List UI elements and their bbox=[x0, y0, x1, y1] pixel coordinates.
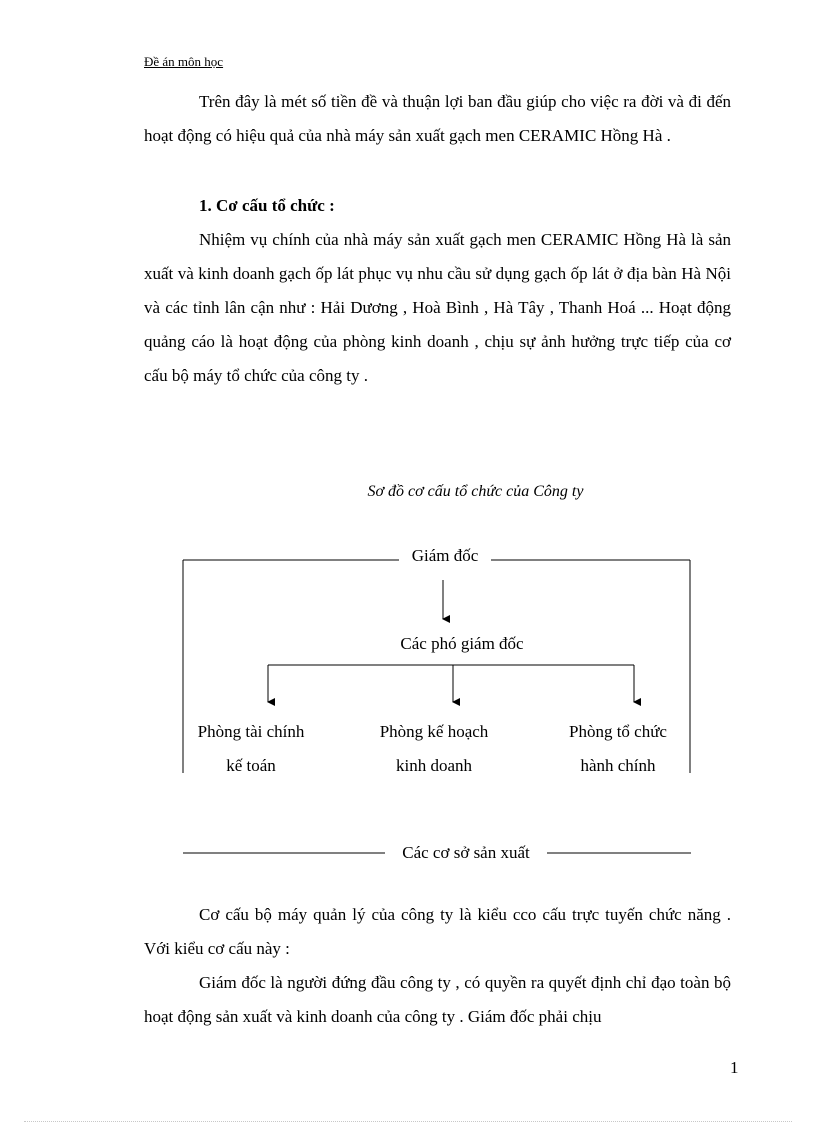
dept-planning-line1: Phòng kế hoạch bbox=[379, 722, 489, 741]
dept-planning-line2: kinh doanh bbox=[395, 756, 473, 775]
dept-finance-line2: kế toán bbox=[226, 756, 276, 775]
paragraph-structure: Cơ cấu bộ máy quản lý của công ty là kiểu cco cấu trực tuyến chức năng . Với kiểu cơ cấu này : bbox=[144, 905, 731, 958]
paragraph-mission: Nhiệm vụ chính của nhà máy sản xuất gạch men CERAMIC Hồng Hà là sản xuất và kinh doanh gạch ốp lát phục vụ nhu cầu sử dụng gạch ốp lát ở địa bàn Hà Nội và các tỉnh lân cận như : Hải Dương , Hoà Bình , Hà Tây , Thanh Hoá ... Hoạt động quảng cáo là hoạt động của phòng kinh doanh , chịu sự ảnh hưởng trực tiếp của cơ cấu bộ máy tổ chức của công ty . bbox=[144, 230, 731, 385]
node-production: Các cơ sở sản xuất bbox=[385, 836, 547, 870]
page-header: Đề án môn học bbox=[144, 54, 224, 69]
node-dept-finance bbox=[186, 715, 316, 783]
page-number: 1 bbox=[730, 1058, 739, 1077]
dept-admin-line2: hành chính bbox=[580, 756, 656, 775]
node-director: Giám đốc bbox=[399, 539, 491, 573]
page-bottom-rule bbox=[24, 1121, 792, 1122]
node-dept-planning bbox=[368, 715, 500, 783]
node-deputy: Các phó giám đốc bbox=[388, 627, 536, 661]
node-dept-admin bbox=[556, 715, 680, 783]
dept-finance-line1: Phòng tài chính bbox=[197, 722, 305, 741]
section-title: 1. Cơ cấu tổ chức : bbox=[199, 196, 335, 215]
paragraph-director-role: Giám đốc là người đứng đầu công ty , có quyền ra quyết định chỉ đạo toàn bộ hoạt động sản xuất và kinh doanh của công ty . Giám đốc phải chịu bbox=[144, 973, 731, 1026]
org-chart-title: Sơ đồ cơ cấu tổ chức của Công ty bbox=[367, 483, 584, 500]
dept-admin-line1: Phòng tổ chức bbox=[569, 722, 667, 741]
paragraph-intro: Trên đây là mét số tiền đề và thuận lợi ban đầu giúp cho việc ra đời và đi đến hoạt động có hiệu quả của nhà máy sản xuất gạch men CERAMIC Hồng Hà . bbox=[144, 92, 731, 145]
